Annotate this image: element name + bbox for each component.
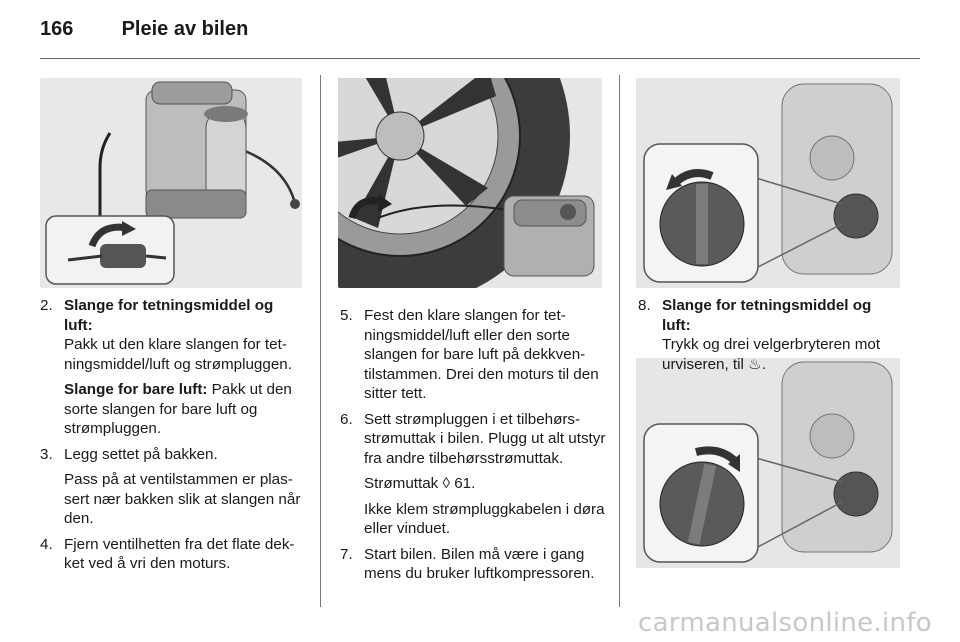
column-divider (320, 75, 321, 607)
bold-label: Slange for bare luft: (64, 381, 208, 398)
column-divider (619, 75, 620, 607)
step-5 (340, 306, 606, 404)
figure-selector-switch (636, 78, 900, 288)
step-text: Legg settet på bakken. (64, 445, 218, 463)
figure-selector-switch-turned (636, 358, 900, 568)
step-2 (40, 296, 304, 439)
step-paragraph (662, 296, 904, 374)
figure-compressor-hose (40, 78, 302, 288)
step-text: Ikke klem strømpluggkabelen i døra eller vinduet. (364, 500, 605, 537)
step-number: 7. (340, 545, 353, 563)
bold-label: Slange for tetningsmiddel og luft: (662, 297, 872, 334)
header-rule (40, 58, 920, 59)
step-4 (40, 535, 304, 574)
column-1-text (40, 296, 304, 580)
column-3-text (638, 296, 904, 380)
page-number: 166 (40, 18, 74, 40)
step-text: Trykk og drei velgerbryteren mot urviseren, til ♨. (662, 336, 881, 373)
step-text: Pakk ut den sorte slangen for bare luft og strømpluggen. (64, 381, 292, 437)
step-text: Start bilen. Bilen må være i gang mens du bruker luftkompressoren. (364, 545, 595, 582)
step-number: 3. (40, 445, 53, 463)
bold-label: Slange for tetningsmiddel og luft: (64, 297, 274, 334)
step-7 (340, 545, 606, 584)
step-6 (340, 410, 606, 539)
step-text: Strømuttak ◊ 61. (364, 475, 476, 492)
step-number: 5. (340, 307, 353, 324)
watermark: carmanualsonline.info (637, 608, 932, 638)
step-text: Fjern ventilhetten fra det flate dekket ved å vri den moturs. (64, 535, 295, 572)
step-text: Pass på at ventilstammen er plassert nær bakken slik at slangen når den. (64, 471, 301, 527)
page-title: Pleie av bilen (121, 18, 249, 40)
step-number: 4. (40, 535, 53, 553)
column-2-text (340, 306, 606, 590)
page-header (40, 18, 248, 41)
figure-valve-connection (338, 78, 602, 288)
step-text: Pakk ut den klare slangen for tetningsmiddel/luft og strømpluggen. (64, 336, 292, 373)
step-number: 8. (638, 297, 651, 314)
step-paragraph (64, 380, 304, 439)
step-text: Fest den klare slangen for tetningsmiddel/luft eller den sorte slangen for bare luft på dekkventilstammen. Drei den moturs til den sitter tett. (364, 307, 599, 402)
step-text: Sett strømpluggen i et tilbehørsstrømuttak i bilen. Plugg ut alt utstyr fra andre tilbehørsstrømuttak. (364, 410, 606, 467)
step-number: 6. (340, 410, 353, 428)
step-paragraph (64, 296, 304, 374)
step-3 (40, 445, 304, 529)
step-number: 2. (40, 297, 53, 314)
step-8 (638, 296, 904, 374)
